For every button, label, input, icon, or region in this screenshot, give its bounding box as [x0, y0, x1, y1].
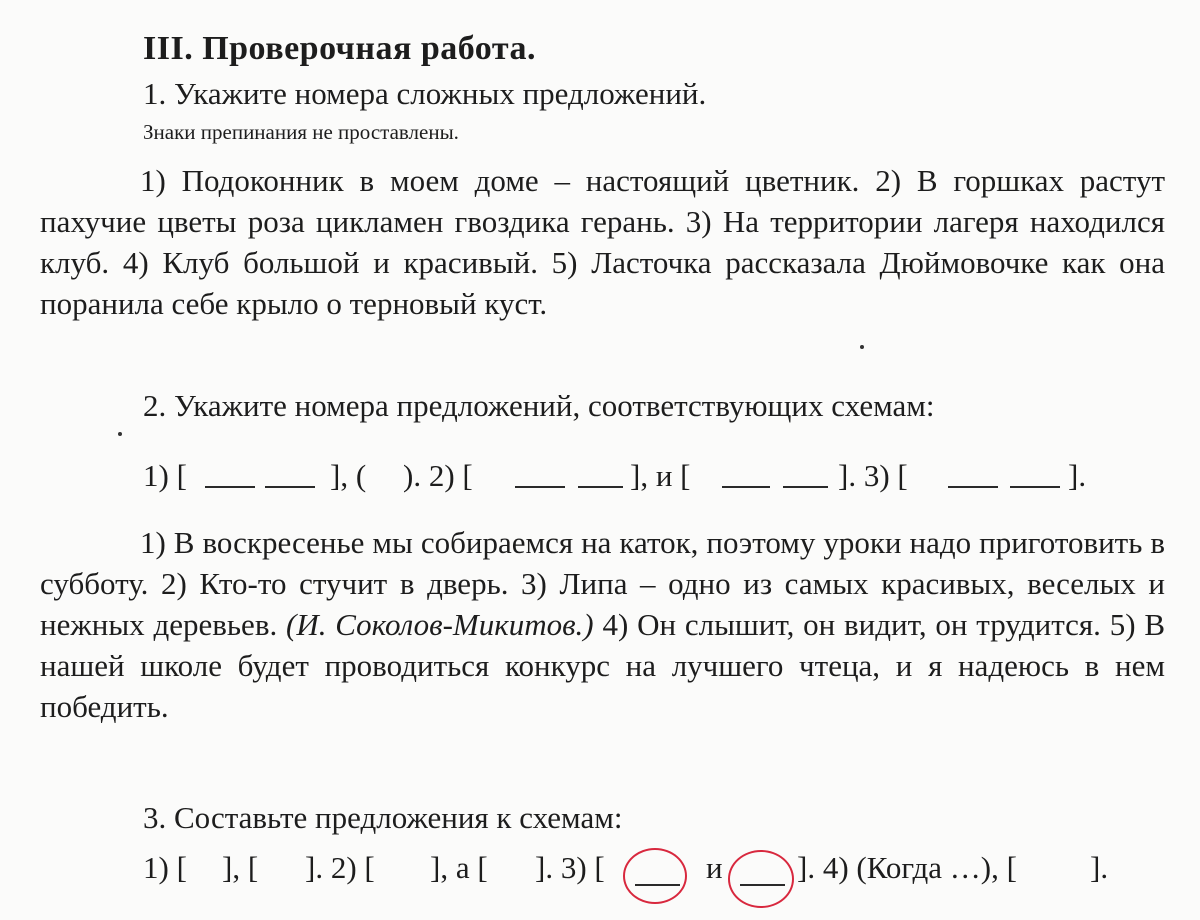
- red-circle-mark: [728, 850, 794, 908]
- schema2-end: ]. 3) [: [838, 458, 908, 493]
- t3-s1-mid: ], [: [222, 850, 259, 885]
- task3-instruction: 3. Составьте предложения к схемам:: [143, 800, 623, 835]
- citation: (И. Соколов-Микитов.): [286, 607, 594, 642]
- t3-s4-end: ].: [1090, 850, 1109, 885]
- task1-text: 1) Подоконник в моем доме – настоящий цветник. 2) В горшках растут пахучие цветы роза цикламен гвоздика герань. 3) На территории лагеря находился клуб. 4) Клуб большой и красивый. 5) Ласточка рассказала Дюймовочке как она поранила себе крыло о терновый куст.: [40, 163, 1165, 321]
- scan-speck: [860, 345, 864, 349]
- task2-text: [40, 522, 1165, 727]
- schema-line: [1010, 486, 1060, 488]
- task2-instruction: 2. Укажите номера предложений, соответствующих схемам:: [143, 388, 935, 423]
- t3-s3-open: ]. 3) [: [535, 850, 605, 885]
- schema-line: [783, 486, 828, 488]
- schema1-open: 1) [: [143, 458, 187, 493]
- schema-line: [578, 486, 623, 488]
- schema-line: [948, 486, 998, 488]
- t3-s1-open: 1) [: [143, 850, 187, 885]
- red-circle-mark: [623, 848, 687, 904]
- schema1-close: ], (: [330, 458, 367, 493]
- schema3-end: ].: [1068, 458, 1087, 493]
- schema1-end: ). 2) [: [403, 458, 473, 493]
- task2-text-rest: 4) Он слышит, он видит, он трудится. 5) В нашей школе будет проводиться конкурс на лучшего чтеца, и я надеюсь в нем победить.: [40, 607, 1166, 724]
- section-title: III. Проверочная работа.: [143, 30, 536, 67]
- schema-line: [205, 486, 255, 488]
- task2-text-main: 1) В воскресенье мы собираемся на каток, поэтому уроки надо приготовить в субботу. 2) Кто-то стучит в дверь. 3) Липа – одно из самых красивых, веселых и нежных деревьев.: [40, 525, 1165, 642]
- task1-note: Знаки препинания не проставлены.: [143, 120, 459, 144]
- task1-instruction: 1. Укажите номера сложных предложений.: [143, 76, 707, 111]
- t3-s3-conj: и: [706, 850, 723, 885]
- scan-speck: [118, 432, 122, 436]
- schema-line: [265, 486, 315, 488]
- schema2-mid: ], и [: [630, 458, 691, 493]
- t3-s3-end: ]. 4) (Когда …), [: [797, 850, 1017, 885]
- schema-line: [515, 486, 565, 488]
- t3-s2-open: ]. 2) [: [305, 850, 375, 885]
- schema-line: [722, 486, 770, 488]
- t3-s2-mid: ], а [: [430, 850, 488, 885]
